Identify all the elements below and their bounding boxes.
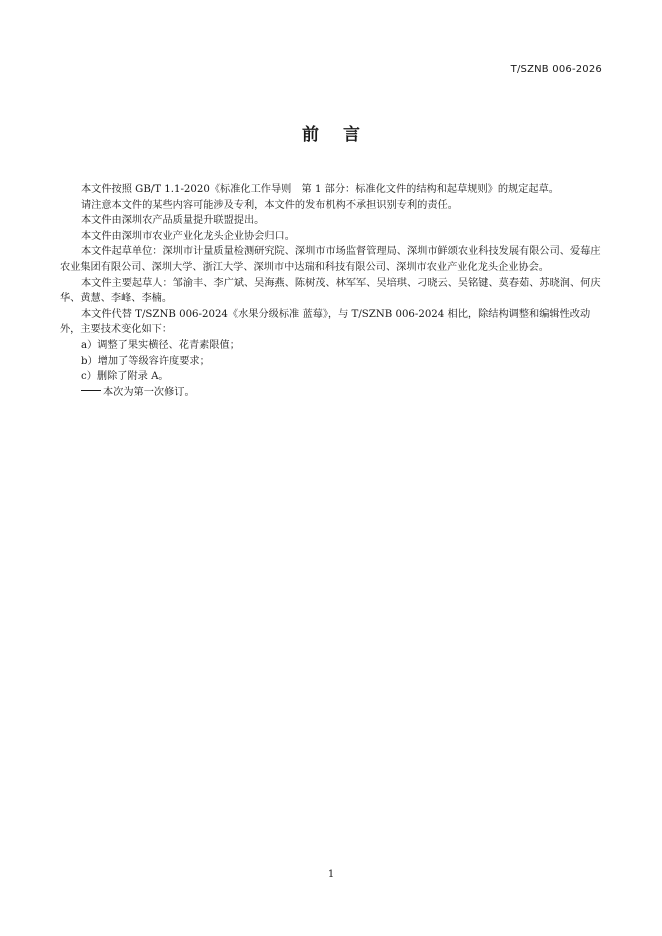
revision-note: 本次为第一次修订。 [103, 386, 195, 398]
page-number: 1 [327, 869, 335, 880]
paragraph-administrator: 本文件由深圳市农业产业化龙头企业协会归口。 [81, 230, 295, 242]
document-code: T/SZNB 006-2026 [510, 64, 602, 75]
paragraph-replacement: 本文件代替 T/SZNB 006-2024《水果分级标准 蓝莓》，与 T/SZNB 006-2024 相比，除结构调整和编辑性改动外，主要技术变化如下： [60, 308, 591, 336]
page-title: 前言 [302, 125, 384, 145]
paragraph-drafting-units: 本文件起草单位：深圳市计量质量检测研究院、深圳市市场监督管理局、深圳市鲜颂农业科技发展有限公司、爱莓庄农业集团有限公司、深圳大学、浙江大学、深圳市中达瑞和科技有限公司、深圳市农业产业化龙头企业协会。 [60, 246, 601, 273]
em-dash-rule [81, 390, 101, 391]
paragraph-drafting-rules: 本文件按照 GB/T 1.1-2020《标准化工作导则 第 1 部分：标准化文件的结构和起草规则》的规定起草。 [81, 184, 559, 195]
foreword-body [60, 182, 606, 400]
change-item: a）调整了果实横径、花青素限值； [81, 339, 240, 351]
paragraph-drafters: 本文件主要起草人：邹渝丰、李广斌、吴海燕、陈树茂、林军军、吴培琪、刁晓云、吴铭键、莫春茹、苏晓润、何庆华、黄慧、李峰、李楠。 [60, 277, 601, 305]
revision-note-line [60, 385, 606, 401]
change-item: b）增加了等级容许度要求； [81, 355, 210, 367]
paragraph-proposer: 本文件由深圳农产品质量提升联盟提出。 [81, 215, 265, 227]
change-item: c）删除了附录 A。 [81, 371, 169, 383]
paragraph-patent-notice: 请注意本文件的某些内容可能涉及专利，本文件的发布机构不承担识别专利的责任。 [81, 199, 458, 211]
